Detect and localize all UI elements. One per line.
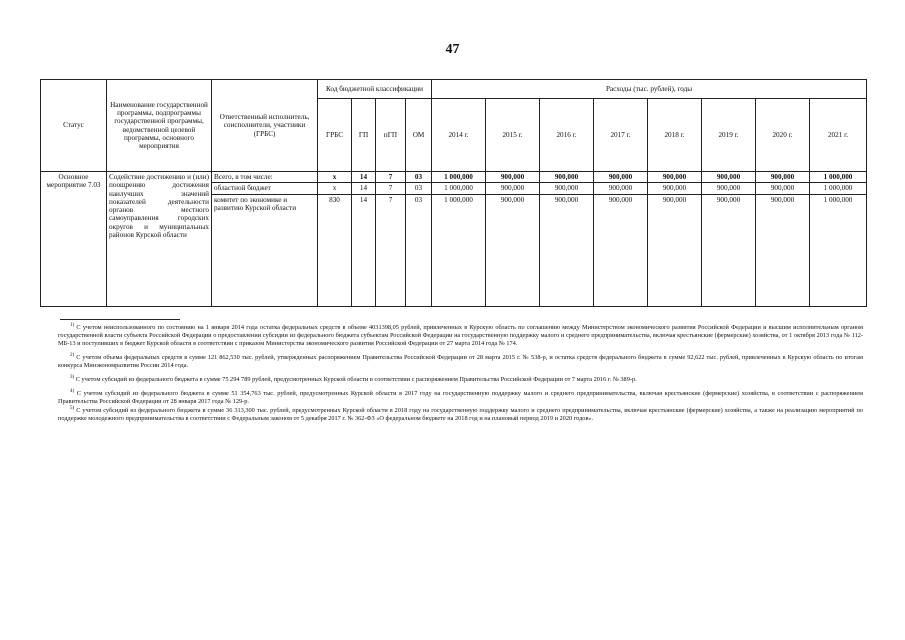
gp-cell: 14	[352, 194, 376, 306]
value-cell: 900,000	[486, 183, 540, 194]
footnote	[58, 376, 863, 384]
value-cell: 900,000	[540, 172, 594, 183]
footnote-text: С учетом неиспользованного по состоянию на 1 января 2014 года остатка федеральных средств в объеме 4031398,05 рублей, привлеченных в Курскую область по соглашению между Министерством экономического развития Российской Федерации и высшим исполнительным органом государственной власти субъекта Российской Федерации о предоставлении субсидии из федерального бюджета субъектам Российской Федерации на государственную поддержку малого и среднего предпринимательства, включая крестьянские (фермерские) хозяйства, от 1 октября 2013 года № 112-МБ-13 и поступивших в бюджет Курской области в соответствии с приказом Министерства экономического развития Российской Федерации от 27 марта 2014 года № 174.	[58, 324, 864, 348]
footnote-mark: 4)	[70, 389, 75, 395]
value-cell: 1 000,000	[432, 172, 486, 183]
header-om: ОМ	[406, 99, 432, 172]
value-cell: 900,000	[486, 172, 540, 183]
value-cell: 1 000,000	[810, 172, 867, 183]
header-year-2017: 2017 г.	[594, 99, 648, 172]
header-grbs: ГРБС	[318, 99, 352, 172]
footnote	[58, 324, 863, 348]
header-year-2016: 2016 г.	[540, 99, 594, 172]
gp-cell: 14	[352, 172, 376, 183]
footnote-text: С учетом объема федеральных средств в сумме 121 862,530 тыс. рублей, утвержденных распоряжением Правительства Российской Федерации от 28 марта 2015 г. № 538-р, и остатка средств федерального бюджета в сумме 92,622 тыс. рублей, привлеченных в Курскую область по итогам конкурса Минэкономразвития России 2014 года.	[58, 354, 864, 370]
value-cell: 1 000,000	[432, 183, 486, 194]
header-pgp: пГП	[376, 99, 406, 172]
header-year-2020: 2020 г.	[756, 99, 810, 172]
gp-cell: 14	[352, 183, 376, 194]
value-cell: 900,000	[756, 194, 810, 306]
value-cell: 1 000,000	[810, 183, 867, 194]
header-expenses: Расходы (тыс. рублей), годы	[432, 80, 867, 99]
footnote-mark: 5)	[70, 406, 75, 412]
value-cell: 1 000,000	[432, 194, 486, 306]
value-cell: 900,000	[702, 194, 756, 306]
pgp-cell: 7	[376, 194, 406, 306]
header-gp: ГП	[352, 99, 376, 172]
value-cell: 900,000	[486, 194, 540, 306]
header-status: Статус	[41, 80, 107, 172]
om-cell: 03	[406, 183, 432, 194]
footnote-text: С учетом субсидий из федерального бюджета в сумме 51 354,763 тыс. рублей, предусмотренных Курской области в 2017 году на государственную поддержку малого и среднего предпринимательства, включая крестьянские (фермерские) хозяйства, в соответствии с распоряжением Правительства Российской Федерации от 28 января 2017 года № 129-р.	[58, 390, 863, 406]
grbs-cell: х	[318, 183, 352, 194]
responsible-cell: областной бюджет	[212, 183, 318, 194]
header-year-2019: 2019 г.	[702, 99, 756, 172]
header-responsible: Ответственный исполнитель, соисполнители, участники (ГРБС)	[212, 80, 318, 172]
header-name: Наименование государственной программы, подпрограммы государственной программы, ведомственной целевой программы, основного мероприятия	[107, 80, 212, 172]
value-cell: 900,000	[540, 194, 594, 306]
header-year-2015: 2015 г.	[486, 99, 540, 172]
value-cell: 900,000	[540, 183, 594, 194]
value-cell: 900,000	[594, 183, 648, 194]
footnote-text: С учетом субсидий из федерального бюджета в сумме 36 313,300 тыс. рублей, предусмотренных Курской области в 2018 году на государственную поддержку малого и среднего предпринимательства, включая крестьянские (фермерские) хозяйства, а также на реализацию мероприятий по поддержке молодежного предпринимательства в соответствии с Федеральным законом от 5 декабря 2017 г. № 362-ФЗ «О федеральном бюджете на 2018 год и на плановый период 2019 и 2020 годов».	[58, 407, 863, 423]
footnote-text: С учетом субсидий из федерального бюджета в сумме 75 294 789 рублей, предусмотренных Курской области в соответствии с распоряжением Правительства Российской Федерации от 7 марта 2016 г. № 389-р.	[75, 376, 637, 384]
footnote-mark: 1)	[70, 322, 75, 328]
grbs-cell: х	[318, 172, 352, 183]
header-budget-code: Код бюджетной классификации	[318, 80, 432, 99]
responsible-cell: Всего, в том числе:	[212, 172, 318, 183]
value-cell: 900,000	[594, 194, 648, 306]
table-row	[41, 172, 867, 183]
footnote-mark: 2)	[70, 353, 75, 359]
value-cell: 900,000	[756, 172, 810, 183]
status-cell: Основное мероприятие 7.03	[41, 172, 107, 307]
footnote-divider	[60, 319, 180, 320]
om-cell: 03	[406, 194, 432, 306]
footnote	[58, 390, 863, 406]
value-cell: 1 000,000	[810, 194, 867, 306]
value-cell: 900,000	[702, 183, 756, 194]
page-number: 47	[445, 42, 460, 57]
value-cell: 900,000	[648, 172, 702, 183]
pgp-cell: 7	[376, 183, 406, 194]
om-cell: 03	[406, 172, 432, 183]
value-cell: 900,000	[648, 194, 702, 306]
budget-table	[40, 79, 867, 307]
value-cell: 900,000	[594, 172, 648, 183]
value-cell: 900,000	[702, 172, 756, 183]
pgp-cell: 7	[376, 172, 406, 183]
footnote	[58, 407, 863, 423]
value-cell: 900,000	[756, 183, 810, 194]
responsible-cell: комитет по экономике и развитию Курской области	[212, 194, 318, 306]
header-year-2021: 2021 г.	[810, 99, 867, 172]
value-cell: 900,000	[648, 183, 702, 194]
header-year-2018: 2018 г.	[648, 99, 702, 172]
header-year-2014: 2014 г.	[432, 99, 486, 172]
footnote	[58, 354, 863, 370]
footnotes	[58, 324, 863, 429]
event-name-cell: Содействие достижению и (или) поощрению достижения наилучших значений показателей деятельности органов местного самоуправления городских округов и муниципальных районов Курской области	[107, 172, 212, 307]
footnote-mark: 3)	[70, 375, 75, 381]
grbs-cell: 830	[318, 194, 352, 306]
